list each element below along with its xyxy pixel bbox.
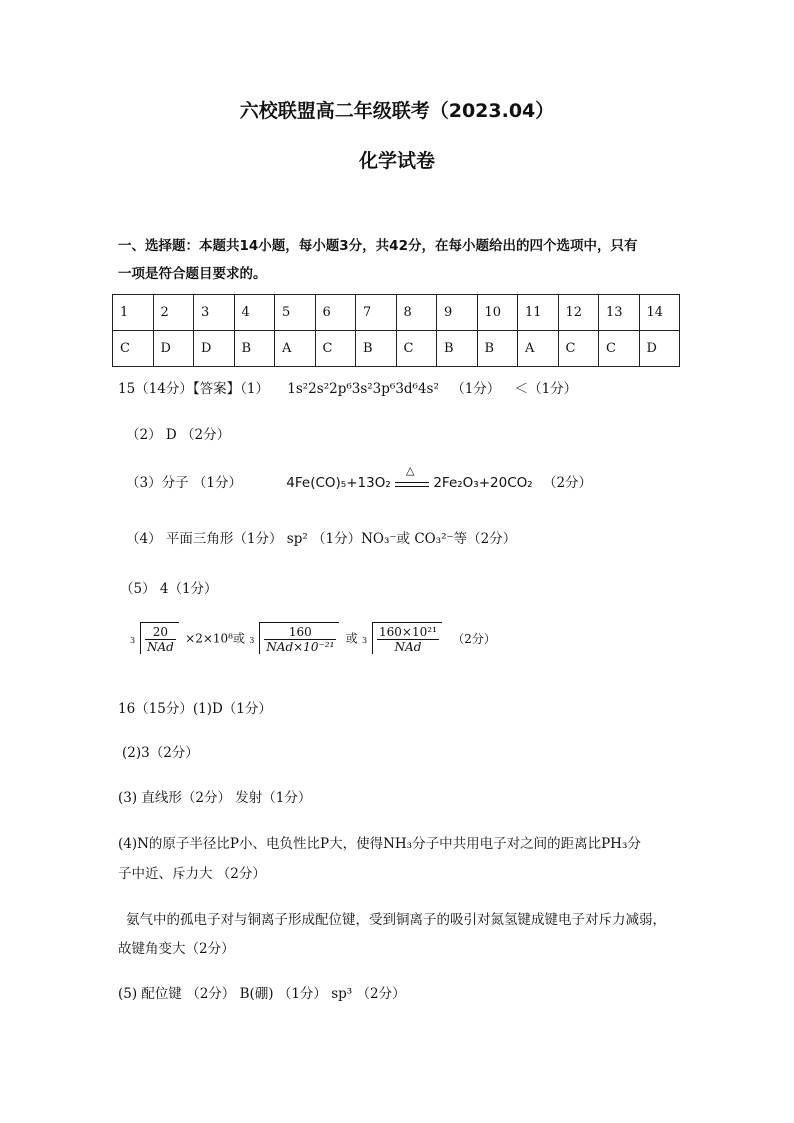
f1-denominator: NAd bbox=[147, 640, 174, 654]
q15-formula-line bbox=[130, 622, 496, 654]
q16-part4b-line1: 氨气中的孤电子对与铜离子形成配位键，受到铜离子的吸引对氮氢键成键电子对斥力减弱， bbox=[126, 912, 666, 928]
f3-numerator: 160×10²¹ bbox=[379, 625, 437, 639]
table-cell-number: 9 bbox=[437, 295, 478, 331]
q15-part4: （4） 平面三角形（1分） sp² （1分）NO₃⁻或 CO₃²⁻等（2分） bbox=[126, 531, 517, 547]
equation-lhs: 4Fe(CO)₅+13O₂ bbox=[286, 475, 391, 491]
answer-table-answer-row bbox=[113, 331, 680, 367]
q15-part1 bbox=[118, 377, 577, 397]
f2-denominator: NAd×10⁻²¹ bbox=[266, 640, 335, 654]
table-cell-answer: A bbox=[518, 331, 559, 367]
table-cell-answer: D bbox=[639, 331, 680, 367]
answer-table-number-row bbox=[113, 295, 680, 331]
table-cell-number: 1 bbox=[113, 295, 154, 331]
q16-part2: (2)3（2分） bbox=[122, 745, 199, 761]
q15-head: 15（14分）【答案】（1） bbox=[118, 381, 269, 397]
table-cell-answer: B bbox=[234, 331, 275, 367]
q15-part3 bbox=[126, 464, 593, 491]
q16-part4-line1: (4)N的原子半径比P小、电负性比P大，使得NH₃分子中共用电子对之间的距离比PH₃分 bbox=[118, 836, 641, 852]
table-cell-answer: A bbox=[275, 331, 316, 367]
table-cell-number: 11 bbox=[518, 295, 559, 331]
exam-title: 六校联盟高二年级联考（2023.04） bbox=[239, 100, 555, 122]
q15-part2: （2） D （2分） bbox=[126, 427, 231, 443]
table-cell-number: 12 bbox=[558, 295, 599, 331]
q16-part1: 16（15分）(1)D（1分） bbox=[118, 701, 272, 717]
q15-part5: （5） 4（1分） bbox=[120, 581, 218, 597]
f2-numerator: 160 bbox=[264, 625, 336, 640]
f1-numerator: 20 bbox=[145, 625, 176, 640]
q16-part5: (5) 配位键 （2分） B(硼) （1分） sp³ （2分） bbox=[118, 986, 406, 1002]
table-cell-answer: C bbox=[113, 331, 154, 367]
table-cell-number: 3 bbox=[194, 295, 235, 331]
table-cell-answer: B bbox=[477, 331, 518, 367]
table-cell-number: 4 bbox=[234, 295, 275, 331]
table-cell-answer: C bbox=[396, 331, 437, 367]
heat-equals-sign: △ bbox=[395, 476, 429, 487]
q15-part3-label: （3）分子 （1分） bbox=[126, 475, 242, 491]
table-cell-answer: C bbox=[599, 331, 640, 367]
table-cell-answer: B bbox=[356, 331, 397, 367]
table-cell-number: 14 bbox=[639, 295, 680, 331]
cube-root-3: 3 $\frac{\text{160×10²¹}}{\text{NAd}}$ bbox=[362, 622, 442, 654]
section1-line2: 一项是符合题目要求的。 bbox=[118, 266, 267, 282]
cube-root-1: 3 $\frac{20}{\text{NAd}}$ bbox=[130, 622, 179, 654]
table-cell-number: 5 bbox=[275, 295, 316, 331]
q16-part4-line2: 子中近、斥力大 （2分） bbox=[118, 866, 266, 882]
q15-score1: （1分） bbox=[451, 381, 501, 397]
q15-compare: ＜（1分） bbox=[514, 381, 578, 397]
table-cell-answer: D bbox=[194, 331, 235, 367]
or-text: 或 bbox=[345, 631, 358, 646]
table-cell-number: 10 bbox=[477, 295, 518, 331]
answer-table bbox=[112, 294, 680, 367]
table-cell-number: 6 bbox=[315, 295, 356, 331]
table-cell-answer: C bbox=[558, 331, 599, 367]
f1-multiplier: ×2×10⁸或 bbox=[185, 631, 245, 646]
cube-root-2: 3 $\frac{160}{\text{NAd×10⁻²¹}}$ bbox=[249, 622, 339, 654]
exam-subtitle: 化学试卷 bbox=[358, 150, 435, 172]
q16-part3: (3) 直线形（2分） 发射（1分） bbox=[118, 790, 312, 806]
equation-rhs: 2Fe₂O₃+20CO₂ bbox=[433, 475, 533, 491]
q15-part3-score: （2分） bbox=[542, 475, 593, 491]
q16-part4b-line2: 故键角变大（2分） bbox=[118, 941, 235, 957]
table-cell-number: 13 bbox=[599, 295, 640, 331]
section1-line1: 一、选择题：本题共14小题，每小题3分，共42分，在每小题给出的四个选项中，只有 bbox=[118, 238, 638, 254]
table-cell-number: 2 bbox=[153, 295, 194, 331]
table-cell-answer: D bbox=[153, 331, 194, 367]
f3-denominator: NAd bbox=[394, 640, 422, 654]
q15-electron-config: 1s²2s²2p⁶3s²3p⁶3d⁶4s² bbox=[287, 381, 439, 397]
table-cell-number: 7 bbox=[356, 295, 397, 331]
table-cell-number: 8 bbox=[396, 295, 437, 331]
table-cell-answer: B bbox=[437, 331, 478, 367]
formula-score: （2分） bbox=[452, 631, 496, 646]
table-cell-answer: C bbox=[315, 331, 356, 367]
